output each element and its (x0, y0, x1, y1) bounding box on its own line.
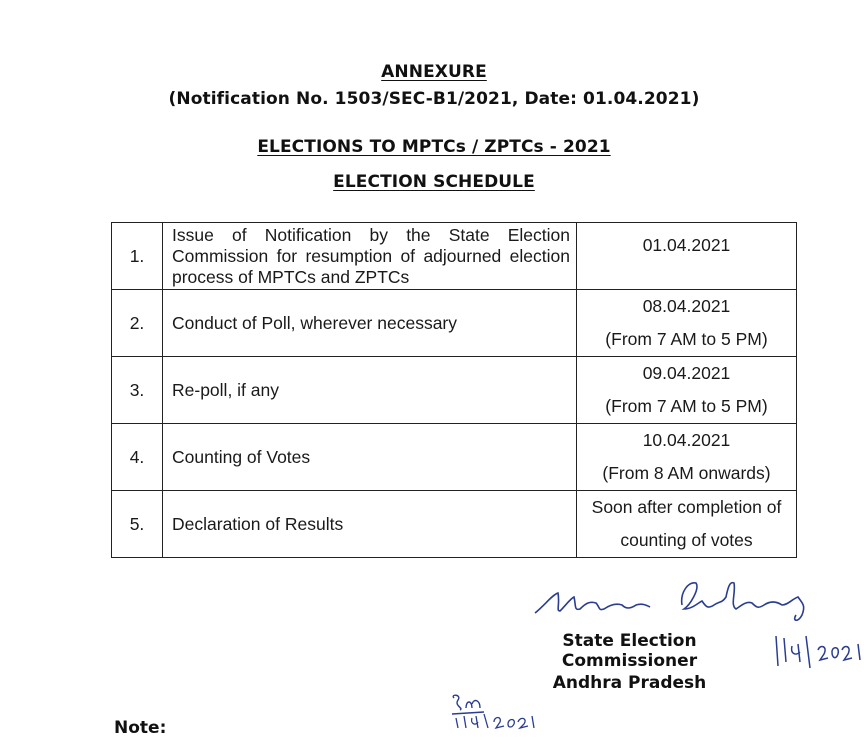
row-date-cell (577, 424, 797, 491)
election-schedule-table (111, 222, 797, 558)
row-date: 10.04.2021 (642, 430, 731, 450)
row-number: 1. (112, 223, 163, 290)
row-date-cell (577, 290, 797, 357)
table-row (112, 491, 797, 558)
row-date-cell (577, 491, 797, 558)
row-time: (From 7 AM to 5 PM) (605, 396, 768, 416)
row-date: 08.04.2021 (642, 296, 731, 316)
row-description: Counting of Votes (163, 424, 577, 491)
row-description: Re-poll, if any (163, 357, 577, 424)
initials-handwritten (448, 692, 538, 730)
signature-date-handwritten (770, 632, 866, 672)
row-description: Issue of Notification by the State Election Commission for resumption of adjourned election process of MPTCs and ZPTCs (163, 223, 577, 290)
annexure-heading: ANNEXURE (381, 62, 487, 82)
row-time: (From 7 AM to 5 PM) (605, 329, 768, 349)
row-number: 5. (112, 491, 163, 558)
note-label: Note: (114, 718, 167, 738)
signatory-block (492, 631, 767, 693)
table-row (112, 424, 797, 491)
row-time: counting of votes (620, 530, 753, 550)
signatory-title: State Election Commissioner (561, 631, 698, 671)
row-date: 01.04.2021 (642, 235, 731, 255)
row-date: 09.04.2021 (642, 363, 731, 383)
signatory-state: Andhra Pradesh (552, 673, 707, 693)
schedule-title: ELECTION SCHEDULE (333, 172, 535, 192)
table-row (112, 223, 797, 290)
row-number: 4. (112, 424, 163, 491)
row-time: (From 8 AM onwards) (602, 463, 771, 483)
notification-reference: (Notification No. 1503/SEC-B1/2021, Date: 01.04.2021) (168, 89, 700, 109)
row-date-cell (577, 357, 797, 424)
elections-title: ELECTIONS TO MPTCs / ZPTCs - 2021 (257, 137, 611, 157)
table-row (112, 290, 797, 357)
row-description: Conduct of Poll, wherever necessary (163, 290, 577, 357)
handwritten-signature (530, 575, 830, 625)
table-row (112, 357, 797, 424)
row-description: Declaration of Results (163, 491, 577, 558)
row-date: Soon after completion of (591, 497, 782, 517)
row-date-cell (577, 223, 797, 290)
row-number: 2. (112, 290, 163, 357)
row-number: 3. (112, 357, 163, 424)
